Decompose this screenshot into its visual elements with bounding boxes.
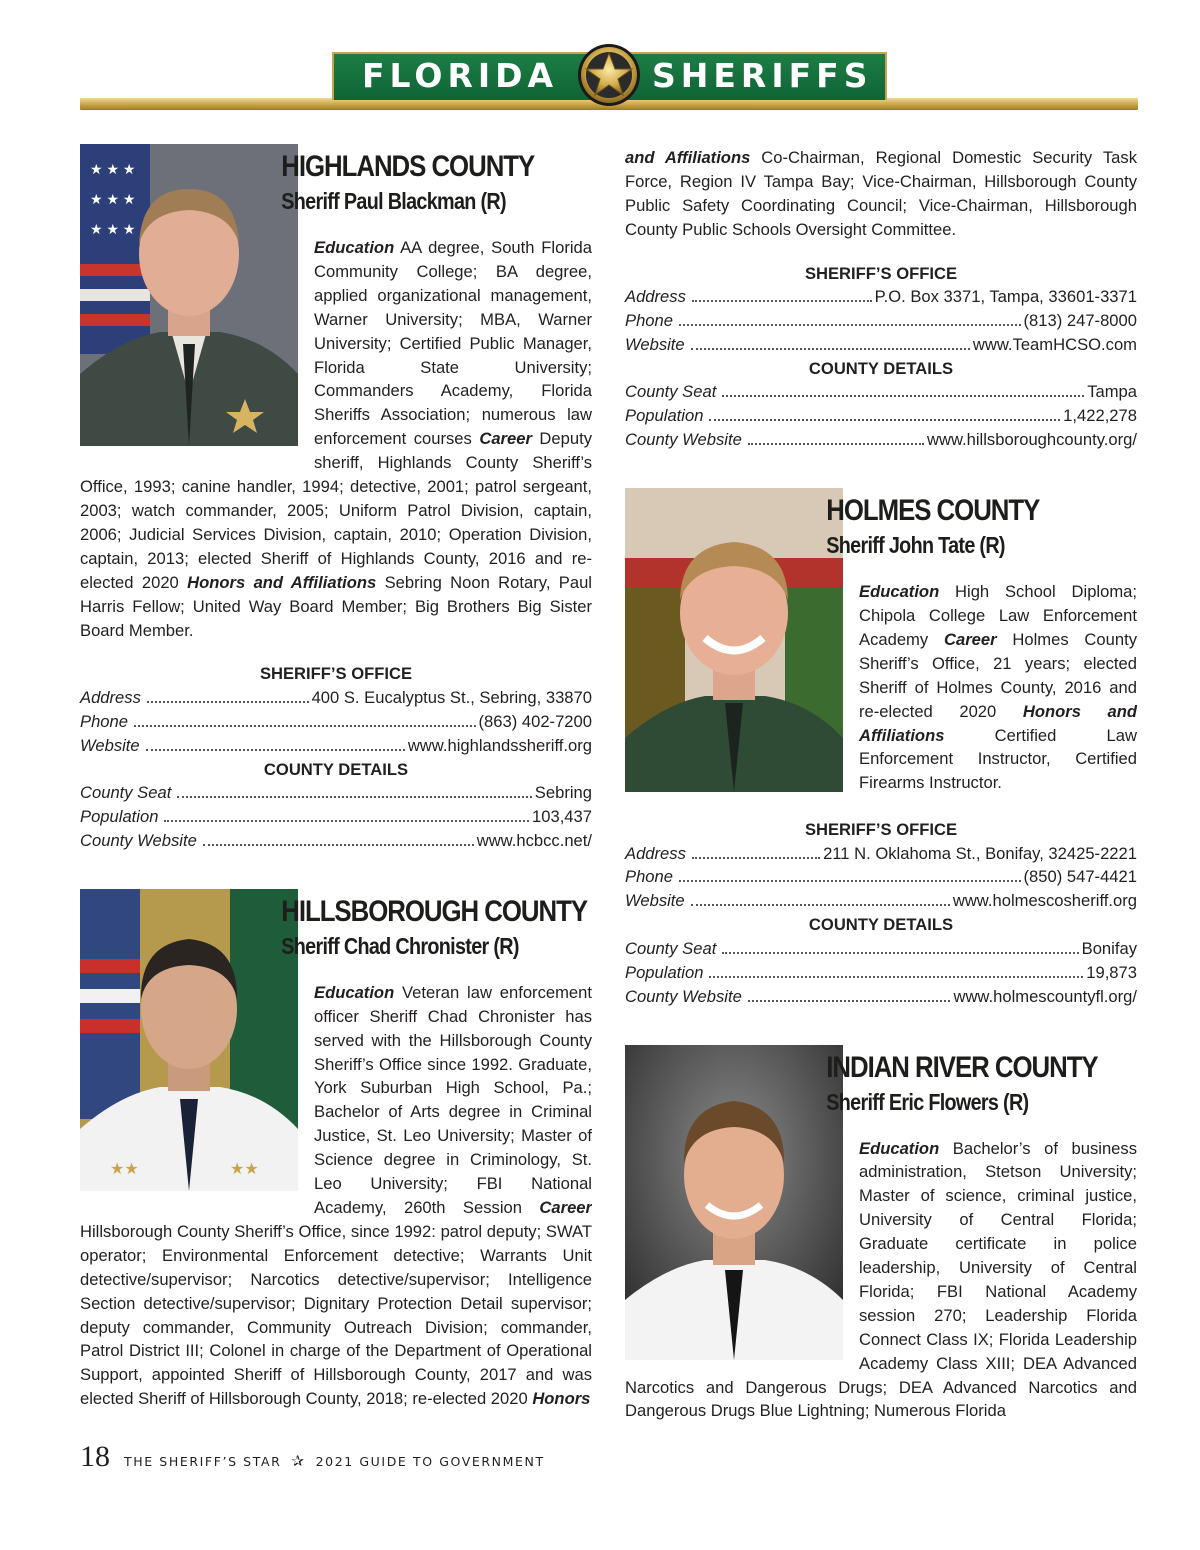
bio-text: Certified Law Enforcement Instructor, Certified Firearms Instructor. [859,725,1137,793]
bio-label-career: Career [943,629,997,649]
county-website-link[interactable]: www.holmescountyfl.org/ [953,986,1137,1006]
svg-text:★ ★ ★: ★ ★ ★ [90,191,136,207]
banner-word-sheriffs: SHERIFFS [652,56,873,95]
website-row [625,889,1137,913]
holmes-details [625,818,1137,1008]
population-value: 19,873 [1086,962,1137,982]
hillsborough-details [625,262,1137,452]
bio-label-honors: Honors [532,1389,591,1409]
bio-text: High School Diploma; Chipola College Law Enforcement Academy [859,582,1137,649]
svg-text:★ ★ ★: ★ ★ ★ [90,161,136,177]
bio-text: Deputy sheriff, Highlands County Sheriff’s Office, 1993; canine handler, 1994; detective, 2001; patrol sergeant, 2003; watch commander, 2005; Uniform Patrol Division, captain, 2006; Judicial Services Division, captain, 2010; Operation Division, captain, 2013; elected Sheriff of Highlands County, 2016 and re-elected 2020 [80,429,592,592]
bio-text: AA degree, South Florida Community College; BA degree, applied organizational management, Warner University; MBA, Warner University; Certified Public Manager, Florida State University; Commanders Academy, Florida Sheriffs Association; numerous law enforcement courses [314,238,592,449]
sheriff-name: Sheriff Chad Chronister (R) [281,932,519,959]
population-value: 103,437 [532,807,592,827]
website-label: Website [625,891,685,911]
phone-label: Phone [80,711,128,731]
bio-label-education: Education [859,582,940,602]
address-value: P.O. Box 3371, Tampa, 33601-3371 [874,287,1137,307]
county-website-label: County Website [625,430,742,450]
population-value: 1,422,278 [1063,406,1137,426]
website-label: Website [625,334,685,354]
phone-row [80,710,592,734]
website-link[interactable]: www.TeamHCSO.com [972,334,1137,354]
bio-text: Bachelor’s of business administration, Stetson University; Master of science, criminal justice, University of Central Florida; Graduate certificate in police leadership, University of Central Florida; FBI National Academy session 270; Leadership Florida Connect Class IX; Florida Leadership Academy Class XIII; DEA Advanced Narcotics and Dangerous Drugs; DEA Advanced Narcotics and Dangerous Drugs Blue Lightning; Numerous Florida [625,1138,1137,1421]
guide-title: 2021 GUIDE TO GOVERNMENT [315,1454,545,1469]
bio-label-affiliations: and Affiliations [625,148,751,167]
bio-text: Co-Chairman, Regional Domestic Security Task Force, Region IV Tampa Bay; Vice-Chairman, Hillsborough County Public Safety Coordinating Council; Vice-Chairman, Hillsborough County Public Schools Oversight Committee. [625,148,1137,239]
page-footer [80,1440,545,1480]
address-row [625,285,1137,309]
sheriff-name: Sheriff Paul Blackman (R) [281,188,506,214]
bio-label-education: Education [314,238,395,257]
sheriff-name: Sheriff John Tate (R) [826,532,1005,559]
county-seat-row [625,380,1137,404]
svg-text:★ ★ ★: ★ ★ ★ [90,221,136,237]
county-title: HOLMES COUNTY [826,494,1040,528]
population-row [625,404,1137,428]
address-value: 400 S. Eucalyptus St., Sebring, 33870 [311,687,592,707]
svg-text:★★: ★★ [110,1160,139,1178]
address-label: Address [625,843,686,863]
county-seat-value: Sebring [534,783,592,803]
county-title: INDIAN RIVER COUNTY [826,1050,1098,1084]
bio-label-honors: Honors and Affiliations [859,701,1137,745]
bio-label-career: Career [479,429,532,449]
population-row [625,961,1137,985]
highlands-details [80,662,592,852]
county-website-row [80,829,592,853]
publication-name: THE SHERIFF’S STAR [124,1454,282,1469]
address-row [80,686,592,710]
highlands-county-entry [80,144,592,642]
population-label: Population [625,406,704,426]
population-label: Population [80,807,159,827]
website-label: Website [80,735,140,755]
sheriff-office-heading: SHERIFF’S OFFICE [259,664,413,684]
sheriff-office-heading: SHERIFF’S OFFICE [804,820,958,840]
address-label: Address [80,687,141,707]
county-details-heading: COUNTY DETAILS [808,915,954,935]
phone-value: (813) 247-8000 [1023,311,1137,331]
county-seat-label: County Seat [625,938,717,958]
phone-label: Phone [625,867,673,887]
bio-text: Sebring Noon Rotary, Paul Harris Fellow; United Way Board Member; Big Brothers Big Sister Board Member. [80,572,592,640]
county-title: HILLSBOROUGH COUNTY [281,894,587,928]
masthead [0,0,1200,115]
county-seat-label: County Seat [625,382,717,402]
indian-river-county-entry [625,1045,1137,1424]
website-link[interactable]: www.holmescosheriff.org [952,891,1137,911]
county-website-label: County Website [80,830,197,850]
county-seat-label: County Seat [80,783,172,803]
address-value: 211 N. Oklahoma St., Bonifay, 32425-2221 [823,843,1137,863]
county-seat-row [625,937,1137,961]
right-column [625,146,1137,1423]
county-website-link[interactable]: www.hillsboroughcounty.org/ [927,430,1137,450]
county-details-heading: COUNTY DETAILS [808,358,954,378]
address-row [625,842,1137,866]
county-seat-value: Bonifay [1081,938,1137,958]
county-website-row [625,428,1137,452]
phone-row [625,309,1137,333]
hillsborough-bio-continued [625,146,1137,242]
phone-value: (863) 402-7200 [478,711,592,731]
phone-value: (850) 547-4421 [1023,867,1137,887]
sheriff-name: Sheriff Eric Flowers (R) [826,1088,1029,1115]
phone-row [625,865,1137,889]
website-link[interactable]: www.highlandssheriff.org [407,735,592,755]
population-row [80,805,592,829]
svg-text:★★: ★★ [230,1160,259,1178]
sheriff-office-heading: SHERIFF’S OFFICE [804,263,958,283]
county-seat-row [80,781,592,805]
bio-text: Hillsborough County Sheriff’s Office, since 1992: patrol deputy; SWAT operator; Environmental Enforcement detective; Warrants Unit detective/supervisor; Narcotics detective/supervisor; Intelligence Section detective/supervisor; Dignitary Protection Detail supervisor; deputy commander, Community Outreach Division; commander, Patrol District III; Colonel in charge of the Department of Operational Support, appointed Sheriff of Hillsborough County, 2017 and was elected Sheriff of Hillsborough County, 2018; re-elected 2020 [80,1221,592,1409]
bio-text: Veteran law enforcement officer Sheriff Chad Chronister has served with the Hillsborough County Sheriff’s Office since 1992. Graduate, York Suburban High School, Pa.; Bachelor of Arts degree in Criminal Justice, St. Leo University; Master of Science degree in Criminology, St. Leo University; FBI National Academy, 260th Session [314,982,592,1217]
county-website-link[interactable]: www.hcbcc.net/ [476,830,592,850]
county-website-row [625,985,1137,1009]
address-label: Address [625,287,686,307]
bio-text: Holmes County Sheriff’s Office, 21 years; elected Sheriff of Holmes County, 2016 and re-elected 2020 [859,629,1137,721]
hillsborough-county-entry [80,889,592,1411]
county-website-label: County Website [625,986,742,1006]
phone-label: Phone [625,311,673,331]
bio-label-career: Career [539,1198,592,1217]
county-title: HIGHLANDS COUNTY [281,150,535,183]
website-row [80,734,592,758]
bio-label-honors: Honors and Affiliations [187,572,377,592]
bio-label-education: Education [314,982,395,1002]
population-label: Population [625,962,704,982]
banner-word-florida: FLORIDA [362,56,559,95]
star-icon: ✰ [291,1452,306,1470]
left-column [80,144,592,1411]
bio-label-education: Education [859,1138,940,1158]
county-details-heading: COUNTY DETAILS [263,759,409,779]
county-seat-value: Tampa [1087,382,1137,402]
sheriff-star-badge-icon [576,42,642,108]
holmes-county-entry [625,488,1137,798]
website-row [625,333,1137,357]
page-number: 18 [80,1440,110,1473]
